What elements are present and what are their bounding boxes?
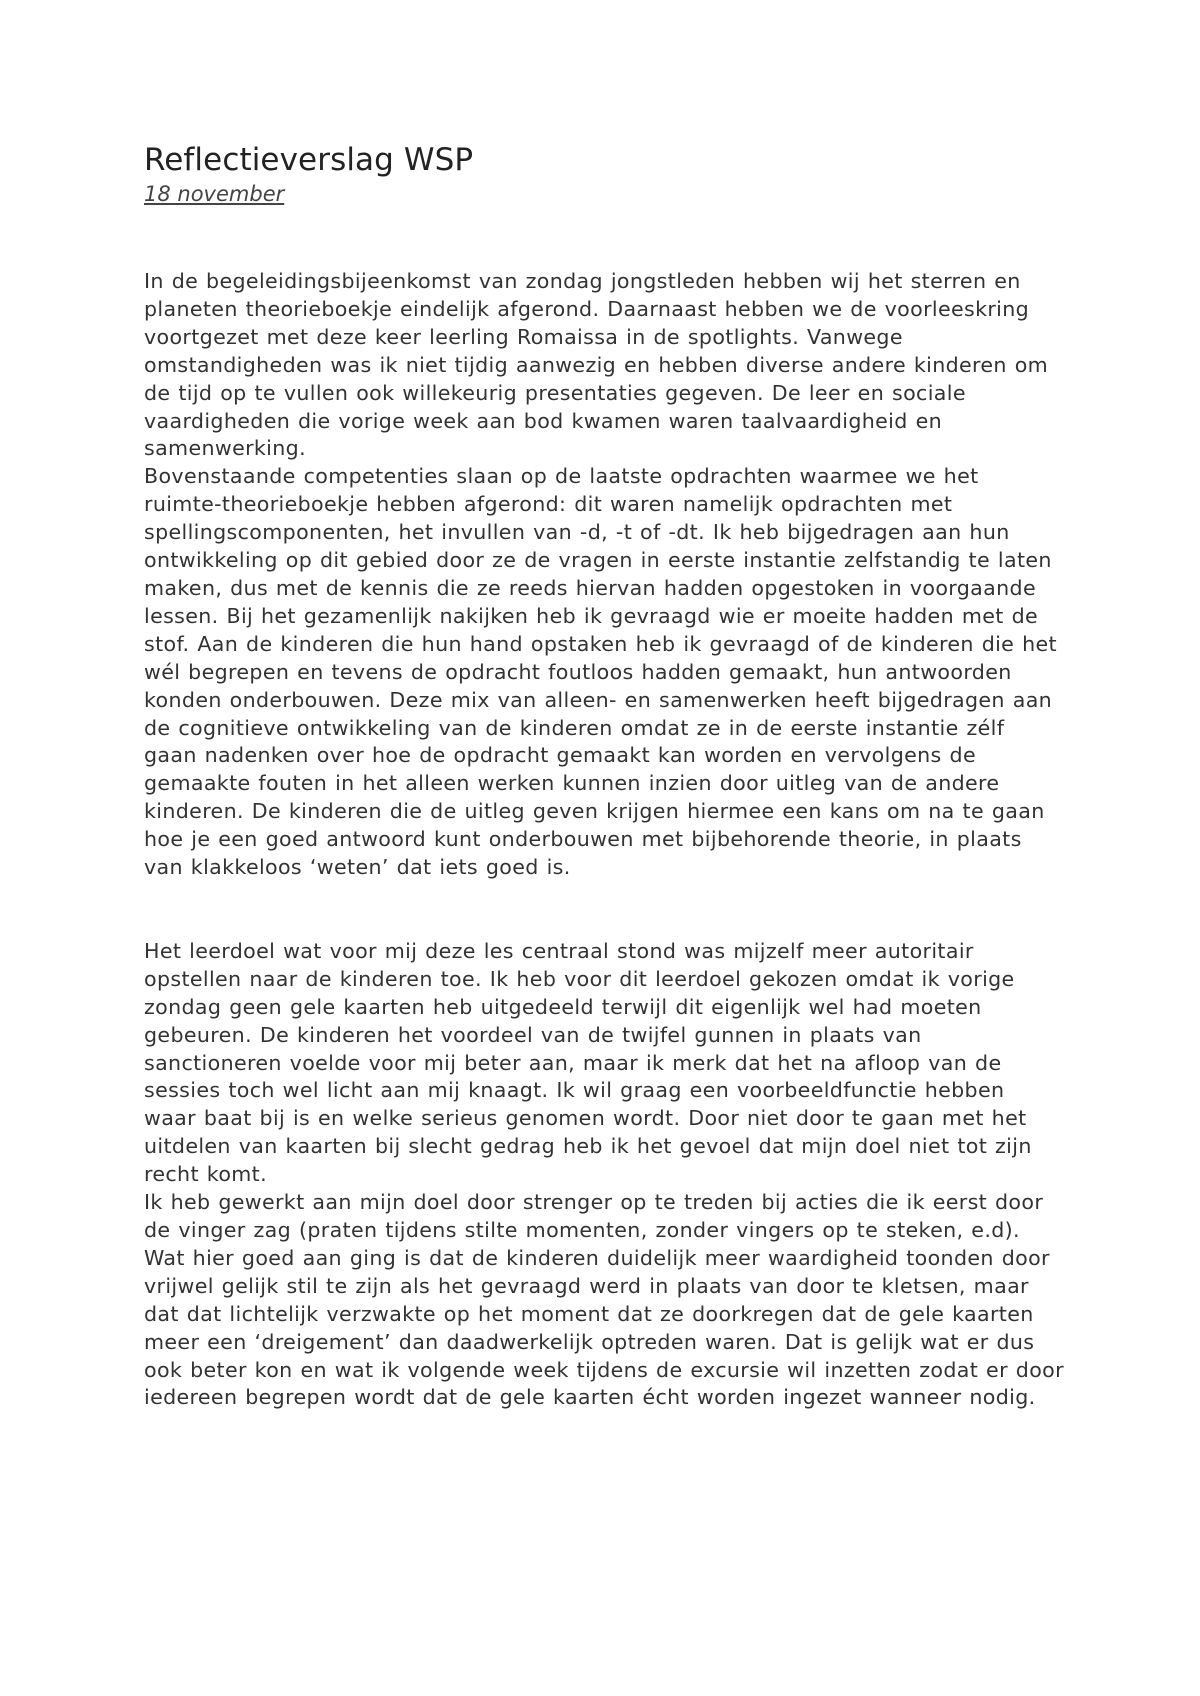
paragraph-intro: In de begeleidingsbijeenkomst van zondag jongstleden hebben wij het sterren en planeten theorieboekje eindelijk afgerond. Daarnaast hebben we de voorleeskring voortgezet met deze keer leerling Romaissa in de spotlights. Vanwege omstandigheden was ik niet tijdig aanwezig en hebben diverse andere kinderen om de tijd op te vullen ook willekeurig presentaties gegeven. De leer en sociale vaardigheden die vorige week aan bod kwamen waren taalvaardigheid en samenwerking. (144, 269, 1049, 461)
document-body (144, 140, 1064, 1412)
paragraph-learning-goal: Het leerdoel wat voor mij deze les centraal stond was mijzelf meer autoritair opstellen naar de kinderen toe. Ik heb voor dit leerdoel gekozen omdat ik vorige zondag geen gele kaarten heb uitgedeeld terwijl dit eigenlijk wel had moeten gebeuren. De kinderen het voordeel van de twijfel gunnen in plaats van sanctioneren voelde voor mij beter aan, maar ik merk dat het na afloop van de sessies toch wel licht aan mij knaagt. Ik wil graag een voorbeeldfunctie hebben waar baat bij is en welke serieus genomen wordt. Door niet door te gaan met het uitdelen van kaarten bij slecht gedrag heb ik het gevoel dat mijn doel niet tot zijn recht komt. (144, 938, 1032, 1187)
document-date: 18 november (144, 182, 285, 206)
paragraph-reflection: Ik heb gewerkt aan mijn doel door strenger op te treden bij acties die ik eerst door de vinger zag (praten tijdens stilte momenten, zonder vingers op te steken, e.d). Wat hier goed aan ging is dat de kinderen duidelijk meer waardigheid toonden door vrijwel gelijk stil te zijn als het gevraagd werd in plaats van door te kletsen, maar dat dat lichtelijk verzwakte op het moment dat ze doorkregen dat de gele kaarten meer een ‘dreigement’ dan daadwerkelijk optreden waren. Dat is gelijk wat er dus ook beter kon en wat ik volgende week tijdens de excursie wil inzetten zodat er door iedereen begrepen wordt dat de gele kaarten écht worden ingezet wanneer nodig. (144, 1190, 1064, 1410)
document-title: Reflectieverslag WSP (144, 142, 474, 178)
paragraph-competencies: Bovenstaande competenties slaan op de laatste opdrachten waarmee we het ruimte-theorieboekje hebben afgerond: dit waren namelijk opdrachten met spellingscomponenten, het invullen van -d, -t of -dt. Ik heb bijgedragen aan hun ontwikkeling op dit gebied door ze de vragen in eerste instantie zelfstandig te laten maken, dus met de kennis die ze reeds hiervan hadden opgestoken in voorgaande lessen. Bij het gezamenlijk nakijken heb ik gevraagd wie er moeite hadden met de stof. Aan de kinderen die hun hand opstaken heb ik gevraagd of de kinderen die het wél begrepen en tevens de opdracht foutloos hadden gemaakt, hun antwoorden konden onderbouwen. Deze mix van alleen- en samenwerken heeft bijgedragen aan de cognitieve ontwikkeling van de kinderen omdat ze in de eerste instantie zélf gaan nadenken over hoe de opdracht gemaakt kan worden en vervolgens de gemaakte fouten in het alleen werken kunnen inzien door uitleg van de andere kinderen. De kinderen die de uitleg geven krijgen hiermee een kans om na te gaan hoe je een goed antwoord kunt onderbouwen met bijbehorende theorie, in plaats van klakkeloos ‘weten’ dat iets goed is. (144, 464, 1057, 880)
